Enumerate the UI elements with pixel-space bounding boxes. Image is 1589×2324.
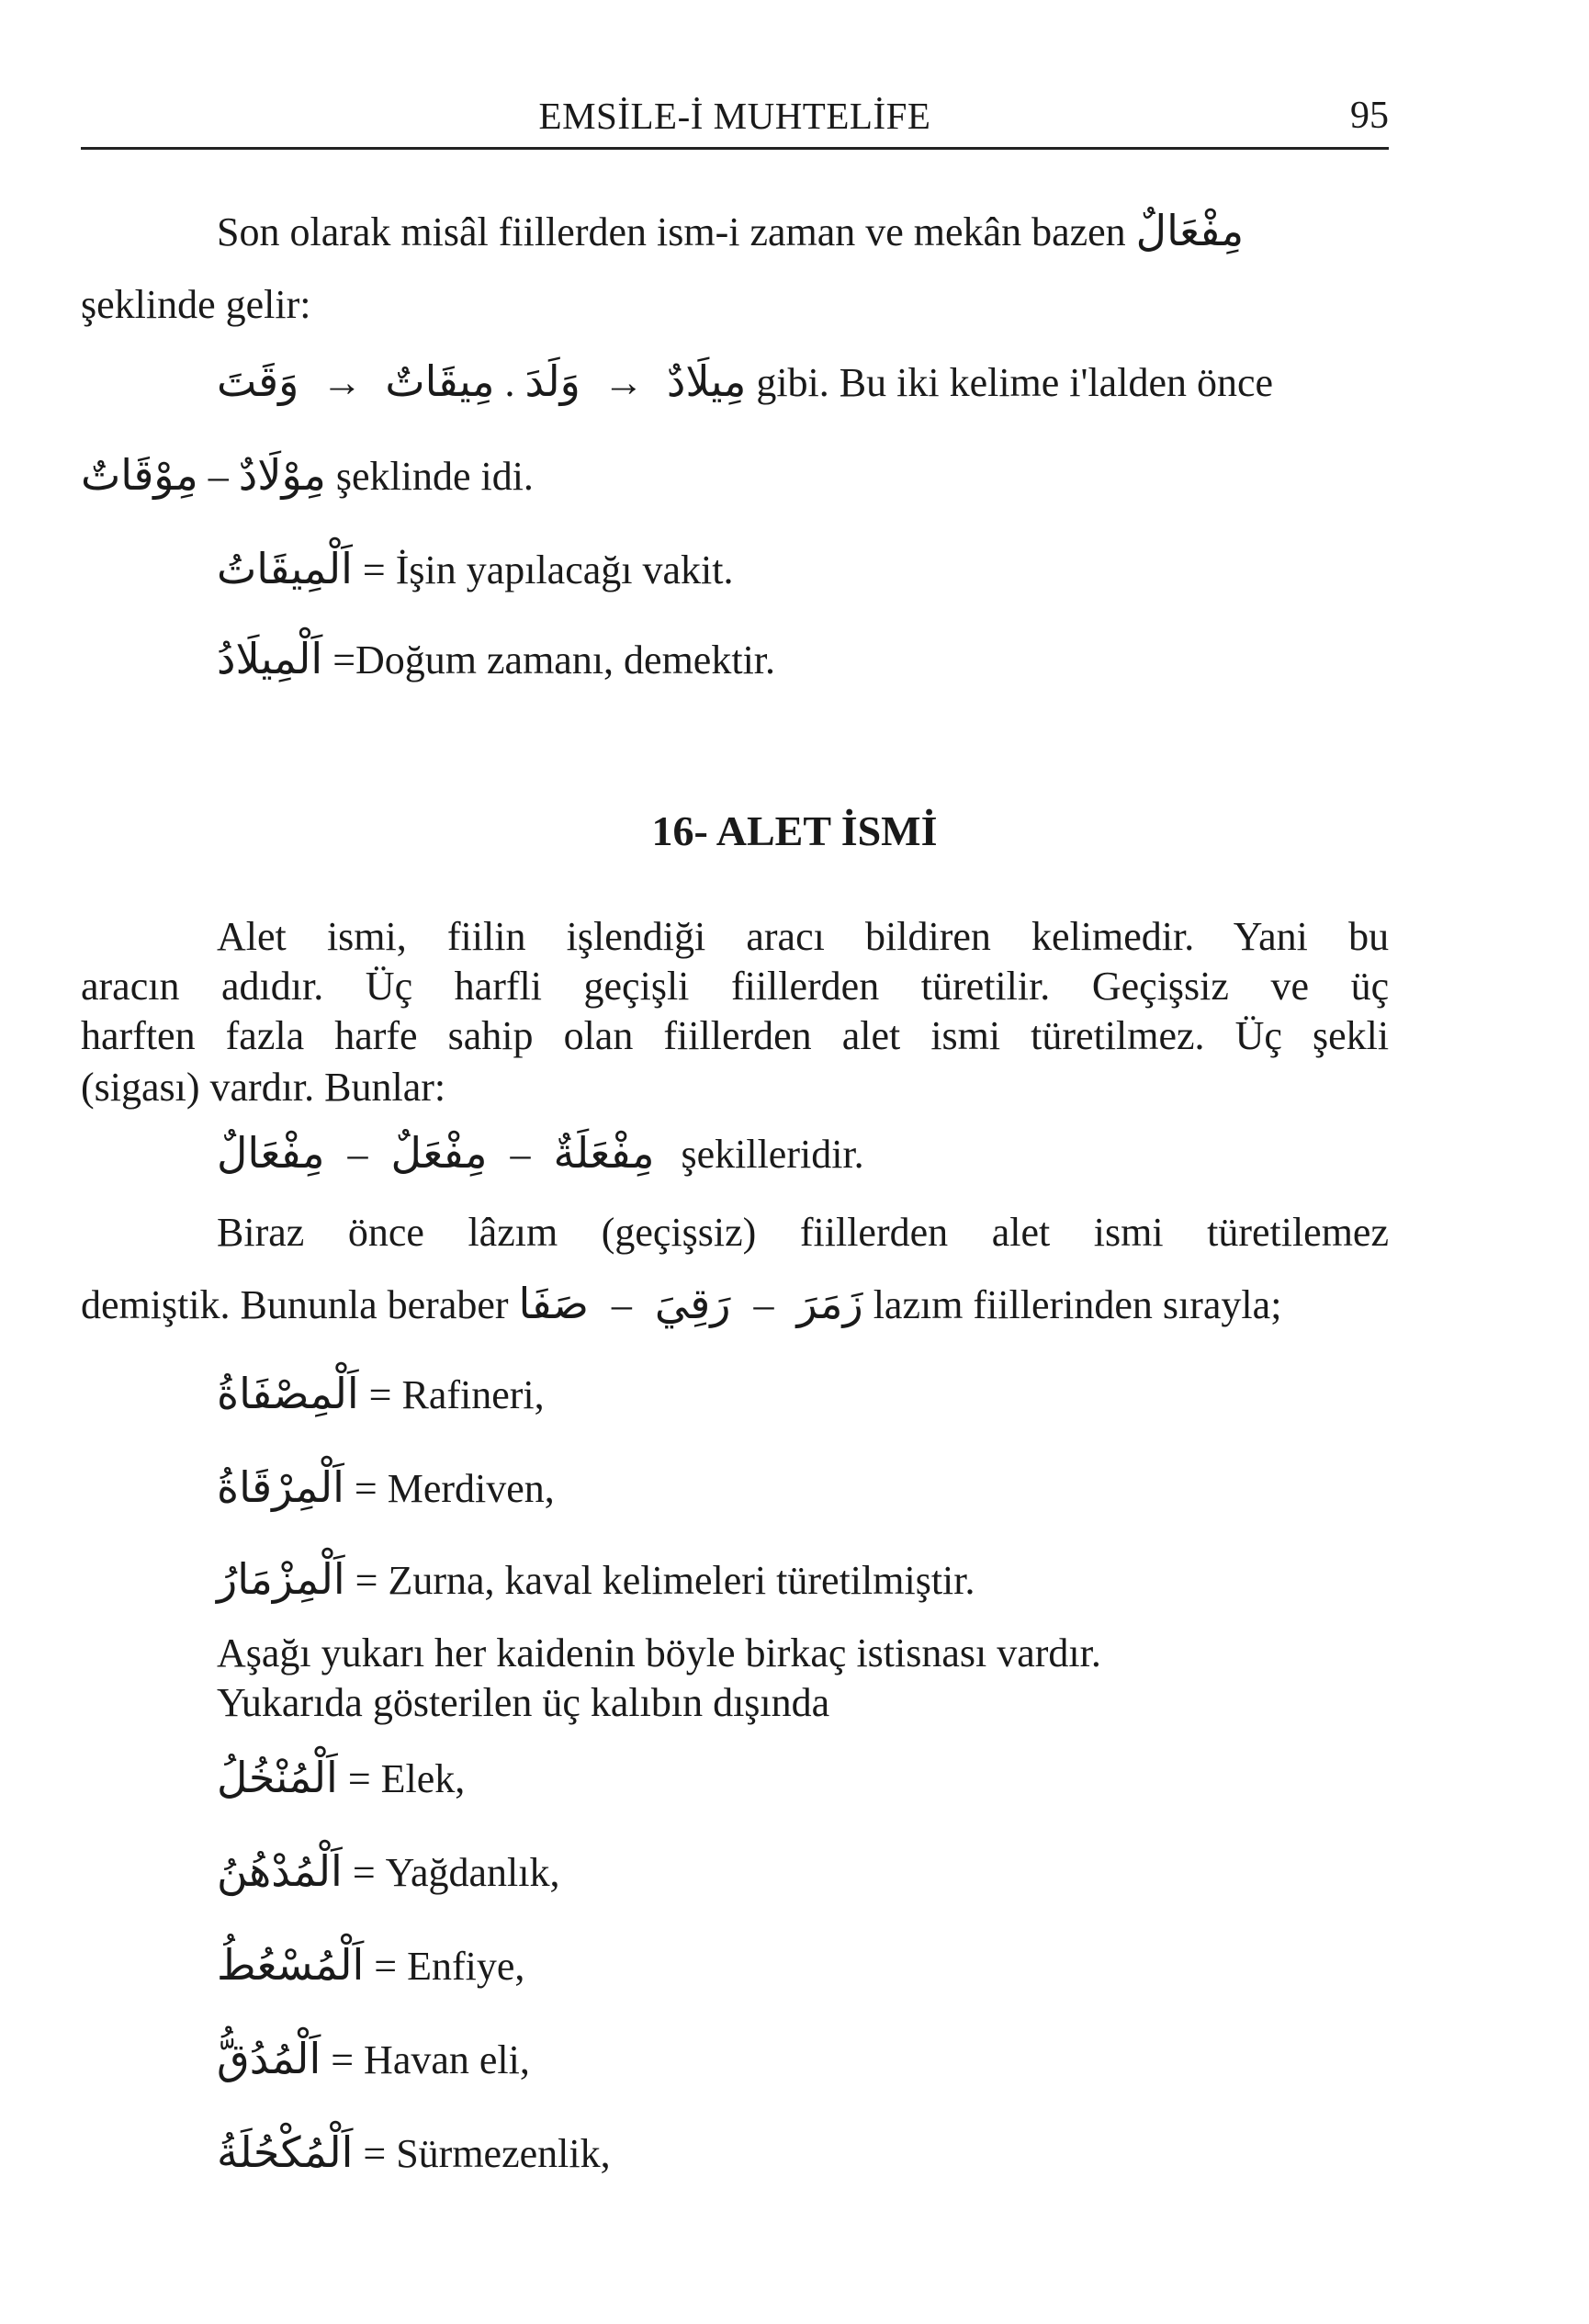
p1-line-2 <box>81 966 1389 1007</box>
word: türetilir. <box>920 964 1051 1009</box>
example-line <box>217 356 1274 406</box>
exception-elek <box>217 1753 466 1802</box>
intro-line-1-text: Son olarak misâl fiillerden ism-i zaman ve mekân bazen <box>217 209 1126 254</box>
arrow-1: → <box>321 360 363 405</box>
definition-mikat <box>217 544 734 593</box>
intro-line-1 <box>217 206 1245 255</box>
word: ismi <box>1093 1210 1164 1255</box>
arabic-el-mirkat: اَلْمِرْقَاةُ <box>217 1462 344 1512</box>
example-text: gibi. Bu iki kelime i'lalden önce <box>756 360 1274 405</box>
intro-line-2: şeklinde gelir: <box>81 282 311 327</box>
running-title: EMSİLE-İ MUHTELİFE <box>538 95 931 137</box>
arabic-el-muduk: اَلْمُدُقُّ <box>217 2034 321 2083</box>
forms-line <box>217 1128 864 1178</box>
word: lâzım <box>468 1210 558 1255</box>
arabic-mivkat: مِوْقَاتٌ <box>81 450 198 500</box>
original-form-text: şeklinde idi. <box>335 454 534 499</box>
dash: – <box>347 1132 368 1177</box>
p1-line-3 <box>81 1013 1390 1058</box>
word: fiillerden <box>730 964 880 1009</box>
exception-havan-eli <box>217 2034 530 2083</box>
word: (geçişsiz) <box>601 1210 757 1255</box>
word: Yani <box>1233 914 1308 959</box>
word: fiillerden <box>663 1013 812 1058</box>
p2-line-2-text-a: demiştik. Bununla beraber <box>81 1282 509 1327</box>
word: işlendiği <box>566 914 706 959</box>
word: harften <box>81 1013 196 1058</box>
word: önce <box>347 1210 424 1255</box>
word: Alet <box>217 914 287 959</box>
word: fazla <box>225 1013 305 1058</box>
original-form-line <box>81 450 534 500</box>
arabic-mikat: مِيقَاتٌ <box>385 356 495 406</box>
definition-rafineri-text: = Rafineri, <box>368 1372 545 1417</box>
arabic-form-mifal-short: مِفْعَلٌ <box>390 1128 488 1178</box>
definition-milad-text: =Doğum zamanı, demektir. <box>332 637 776 683</box>
running-header <box>81 88 1389 150</box>
dash: – <box>510 1132 531 1177</box>
definition-zurna-text: = Zurna, kaval kelimeleri türetilmiştir. <box>355 1558 975 1603</box>
word: üç <box>1350 964 1390 1009</box>
exception-enfiye-text: = Enfiye, <box>374 1944 525 1989</box>
word: Geçişsiz <box>1091 964 1229 1009</box>
word: fiillerden <box>799 1210 949 1255</box>
arabic-el-mus-ut: اَلْمُسْعُطُ <box>217 1940 365 1990</box>
arabic-el-mukhula: اَلْمُكْحُلَةُ <box>217 2127 354 2177</box>
definition-rafineri <box>217 1369 545 1418</box>
p3-line-2: Yukarıda gösterilen üç kalıbın dışında <box>217 1680 830 1725</box>
arrow-2: → <box>603 360 644 405</box>
word: türetilemez <box>1207 1210 1389 1255</box>
word: ve <box>1270 964 1310 1009</box>
word: sahip <box>447 1013 534 1058</box>
word: şekli <box>1312 1013 1390 1058</box>
exception-yagdanlik <box>217 1846 560 1896</box>
word: fiilin <box>446 914 526 959</box>
exception-elek-text: = Elek, <box>347 1756 466 1801</box>
arabic-el-milad: اَلْمِيلَادُ <box>217 634 323 683</box>
word: ismi, <box>326 914 407 959</box>
arabic-mivlad: مِوْلَادٌ <box>238 450 326 500</box>
word: türetilmez. <box>1031 1013 1205 1058</box>
arabic-milad: مِيلَادٌ <box>666 356 747 406</box>
definition-merdiven <box>217 1462 555 1512</box>
dash: – <box>208 454 229 499</box>
word: adıdır. <box>221 964 324 1009</box>
definition-mikat-text: = İşin yapılacağı vakit. <box>362 547 734 592</box>
arabic-velede: وَلَدَ <box>524 356 580 406</box>
word: olan <box>563 1013 634 1058</box>
definition-merdiven-text: = Merdiven, <box>354 1466 555 1511</box>
p1-line-1 <box>217 914 1390 959</box>
arabic-el-mikat: اَلْمِيقَاتُ <box>217 544 353 593</box>
definition-milad <box>217 634 776 683</box>
word: ismi <box>930 1013 1001 1058</box>
exception-havan-eli-text: = Havan eli, <box>331 2037 530 2082</box>
exception-surmezenlik <box>217 2127 611 2177</box>
p1-line-4: (sigası) vardır. Bunlar: <box>81 1065 446 1110</box>
page-number: 95 <box>1350 95 1389 137</box>
p3-line-1: Aşağı yukarı her kaidenin böyle birkaç istisnası vardır. <box>217 1630 1101 1675</box>
arabic-form-mifal: مِفْعَالٌ <box>217 1128 325 1178</box>
word: Üç <box>365 964 413 1009</box>
arabic-mifal: مِفْعَالٌ <box>1135 206 1245 255</box>
dot: . <box>504 360 515 405</box>
exception-surmezenlik-text: = Sürmezenlik, <box>363 2131 611 2176</box>
word: bu <box>1348 914 1390 959</box>
arabic-el-misfat: اَلْمِصْفَاةُ <box>217 1369 359 1418</box>
dash: – <box>611 1282 632 1327</box>
exception-yagdanlik-text: = Yağdanlık, <box>352 1850 560 1895</box>
arabic-el-mizmar: اَلْمِزْمَارُ <box>217 1554 345 1604</box>
exception-enfiye <box>217 1940 525 1990</box>
word: bildiren <box>865 914 991 959</box>
word: aracı <box>746 914 825 959</box>
p2-line-1 <box>217 1210 1389 1255</box>
word: Üç <box>1234 1013 1282 1058</box>
dash: – <box>753 1282 774 1327</box>
arabic-rakiye: رَقِيَ <box>654 1279 731 1328</box>
word: alet <box>841 1013 901 1058</box>
p2-line-2 <box>81 1279 1282 1328</box>
arabic-el-mudhun: اَلْمُدْهُنُ <box>217 1846 343 1896</box>
arabic-form-mifale: مِفْعَلَةٌ <box>553 1128 655 1178</box>
arabic-safa: صَفَا <box>518 1279 589 1328</box>
arabic-zemere: زَمَرَ <box>796 1279 863 1328</box>
word: aracın <box>81 964 180 1009</box>
word: Biraz <box>217 1210 305 1255</box>
word: kelimedir. <box>1031 914 1195 959</box>
definition-zurna <box>217 1554 975 1604</box>
p2-line-2-text-b: lazım fiillerinden sırayla; <box>873 1282 1282 1327</box>
word: geçişli <box>583 964 690 1009</box>
word: harfli <box>454 964 542 1009</box>
word: alet <box>991 1210 1051 1255</box>
word: harfe <box>334 1013 418 1058</box>
arabic-vakate: وَقَتَ <box>217 356 299 406</box>
section-heading: 16- ALET İSMİ <box>651 807 938 854</box>
arabic-el-munhul: اَلْمُنْخُلُ <box>217 1753 338 1802</box>
forms-text: şekilleridir. <box>681 1132 864 1177</box>
